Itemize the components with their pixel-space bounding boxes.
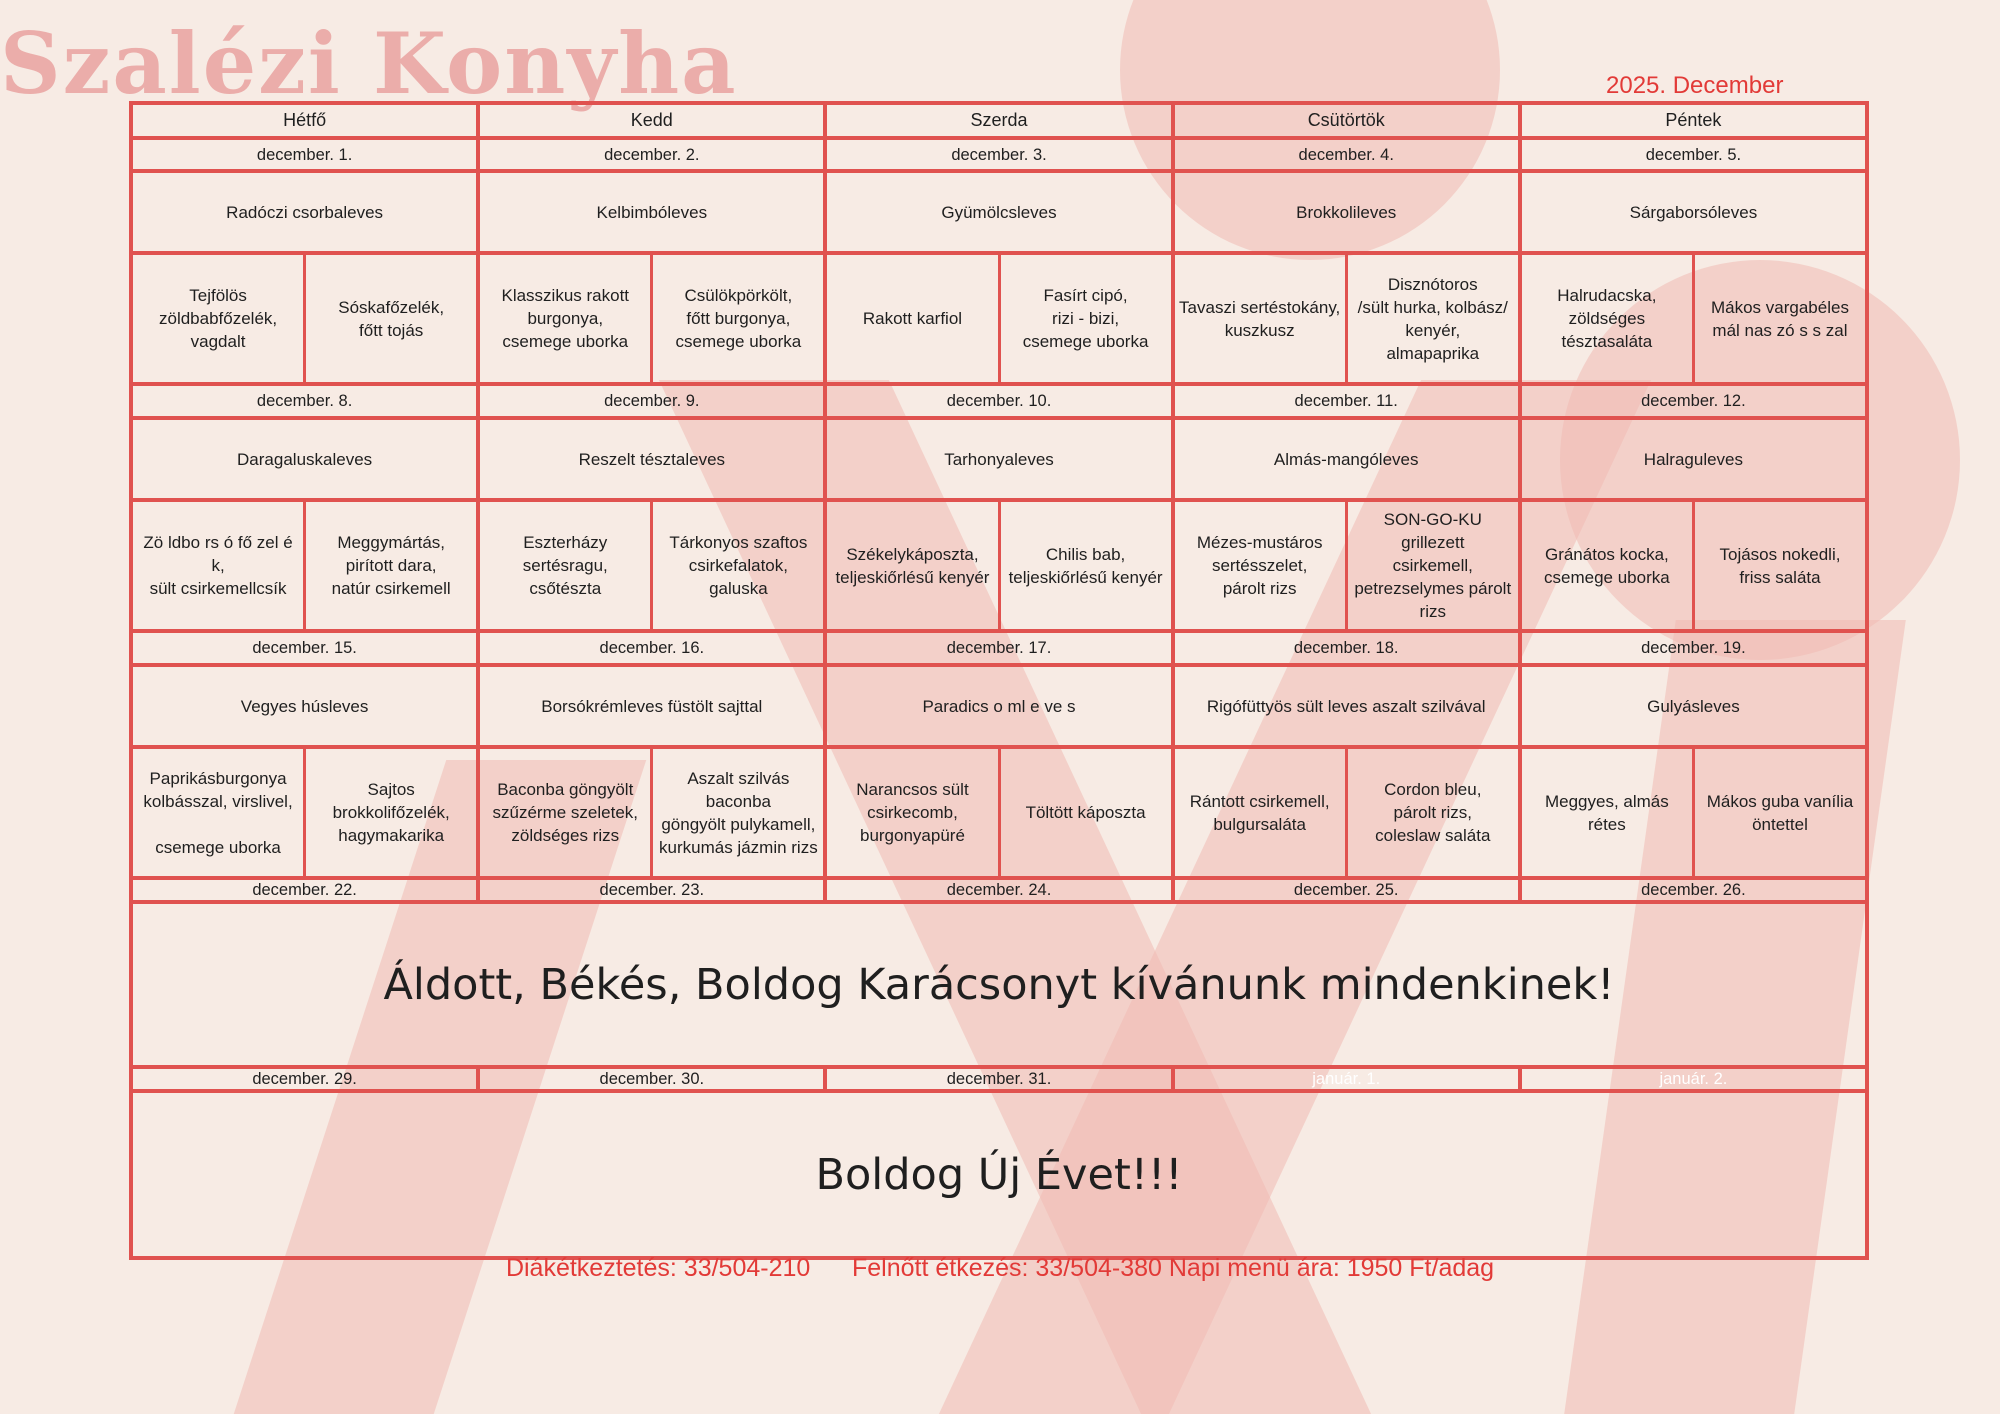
day-mains <box>1522 255 1865 382</box>
soup-cell: Reszelt tésztaleves <box>480 420 827 498</box>
main-course-b: Sajtos brokkolifőzelék, hagymakarika <box>332 780 450 845</box>
date-cell: december. 11. <box>1175 386 1522 416</box>
day-mains <box>827 749 1174 876</box>
main-course-a: Halrudacska, zöldséges tésztasaláta <box>1522 255 1695 382</box>
date-cell: december. 16. <box>480 633 827 663</box>
date-cell: december. 31. <box>827 1069 1174 1089</box>
main-course-a: Tavaszi sertéstokány, kuszkusz <box>1175 255 1348 382</box>
main-course-b: Meggymártás, pirított dara, natúr csirkemell <box>331 533 451 598</box>
main-course-a: Mézes-mustáros sertésszelet, párolt rizs <box>1175 502 1348 629</box>
menu-grid <box>129 101 1869 1260</box>
main-course-b: Csülökpörkölt, főtt burgonya, csemege uborka <box>675 286 802 351</box>
soup-cell: Brokkolileves <box>1175 173 1522 251</box>
main-course-a: Meggyes, almás rétes <box>1522 749 1695 876</box>
day-mains <box>480 255 827 382</box>
soup-row <box>133 667 1865 749</box>
date-cell: január. 1. <box>1175 1069 1522 1089</box>
brand-logo: Szalézi Konyha <box>0 14 738 113</box>
main-course-a: Baconba göngyölt szűzérme szeletek, zöldséges rizs <box>480 749 653 876</box>
christmas-message: Áldott, Békés, Boldog Karácsonyt kívánunk mindenkinek! <box>133 904 1865 1069</box>
main-course-b: Sóskafőzelék, főtt tojás <box>338 297 445 340</box>
soup-cell: Halraguleves <box>1643 449 1744 469</box>
main-course-row <box>133 749 1865 880</box>
main-course-row <box>133 502 1865 633</box>
date-cell: december. 12. <box>1641 392 1746 410</box>
soup-cell: Sárgaborsóleves <box>1629 202 1758 222</box>
main-course-b: Fasírt cipó, rizi - bizi, csemege uborka <box>1022 286 1149 351</box>
weekday-header <box>133 105 1865 140</box>
date-cell: december. 18. <box>1175 633 1522 663</box>
main-course-b: Mákos guba vanília öntettel <box>1706 791 1854 834</box>
main-course-b: Chilis bab, teljeskiőrlésű kenyér <box>1008 544 1163 587</box>
main-course-b: Disznótoros /sült hurka, kolbász/ kenyér, almapaprika <box>1357 274 1508 363</box>
soup-row <box>133 420 1865 502</box>
date-cell: december. 29. <box>133 1069 480 1089</box>
date-cell: december. 24. <box>827 880 1174 900</box>
date-cell: december. 10. <box>827 386 1174 416</box>
date-cell: december. 4. <box>1175 140 1522 169</box>
new-year-message: Boldog Új Évet!!! <box>815 1149 1183 1200</box>
date-row <box>133 1069 1865 1093</box>
student-contact: Diákétkeztetés: 33/504-210 <box>505 1254 811 1282</box>
weekday-label: Hétfő <box>133 105 480 136</box>
day-mains <box>827 255 1174 382</box>
day-mains <box>1175 749 1522 876</box>
main-course-a: Klasszikus rakott burgonya, csemege uborka <box>480 255 653 382</box>
date-row <box>133 386 1865 420</box>
main-course-a: Rántott csirkemell, bulgursaláta <box>1175 749 1348 876</box>
date-cell: december. 22. <box>133 880 480 900</box>
date-row <box>133 880 1865 904</box>
date-cell: december. 23. <box>480 880 827 900</box>
date-cell: január. 2. <box>1659 1070 1728 1088</box>
day-mains <box>1175 255 1522 382</box>
soup-cell: Radóczi csorbaleves <box>133 173 480 251</box>
main-course-a: Tejfölös zöldbabfőzelék, vagdalt <box>133 255 306 382</box>
soup-cell: Gyümölcsleves <box>827 173 1174 251</box>
main-course-b: Töltött káposzta <box>1025 803 1146 822</box>
main-course-a: Zö ldbo rs ó fő zel é k, sült csirkemellcsík <box>133 502 306 629</box>
main-course-a: Székelykáposzta, teljeskiőrlésű kenyér <box>827 502 1000 629</box>
date-cell: december. 8. <box>133 386 480 416</box>
day-mains <box>1175 502 1522 629</box>
main-course-a: Narancsos sült csirkecomb, burgonyapüré <box>827 749 1000 876</box>
date-cell: december. 3. <box>827 140 1174 169</box>
soup-cell: Daragaluskaleves <box>133 420 480 498</box>
date-cell: december. 5. <box>1645 145 1742 164</box>
date-cell: december. 1. <box>133 140 480 169</box>
adult-contact: Felnőtt étkezés: 33/504-380 Napi menü ára: 1950 Ft/adag <box>851 1254 1495 1282</box>
date-row <box>133 633 1865 667</box>
weekday-label: Kedd <box>480 105 827 136</box>
soup-cell: Rigófüttyös sült leves aszalt szilvával <box>1175 667 1522 745</box>
main-course-b: SON-GO-KU grillezett csirkemell, petrezselymes párolt rizs <box>1354 510 1512 621</box>
main-course-b: Cordon bleu, párolt rizs, coleslaw saláta <box>1375 780 1491 845</box>
soup-cell: Vegyes húsleves <box>133 667 480 745</box>
contact-footer <box>0 1254 2000 1283</box>
date-cell: december. 30. <box>480 1069 827 1089</box>
date-cell: december. 2. <box>480 140 827 169</box>
main-course-b: Tárkonyos szaftos csirkefalatok, galuska <box>669 533 808 598</box>
day-mains <box>480 749 827 876</box>
day-mains <box>480 502 827 629</box>
soup-cell: Kelbimbóleves <box>480 173 827 251</box>
day-mains <box>1522 502 1865 629</box>
date-cell: december. 19. <box>1641 639 1746 657</box>
soup-cell: Tarhonyaleves <box>827 420 1174 498</box>
main-course-b: Aszalt szilvás baconba göngyölt pulykamell, kurkumás jázmin rizs <box>659 768 818 857</box>
date-cell: december. 25. <box>1175 880 1522 900</box>
main-course-a: Eszterházy sertésragu, csőtészta <box>480 502 653 629</box>
day-mains <box>133 255 480 382</box>
date-cell: december. 17. <box>827 633 1174 663</box>
soup-cell: Paradics o ml e ve s <box>827 667 1174 745</box>
weekday-label: Péntek <box>1665 110 1722 130</box>
date-cell: december. 9. <box>480 386 827 416</box>
day-mains <box>1522 749 1865 876</box>
month-label: 2025. December <box>1606 72 1784 99</box>
main-course-b: Mákos vargabéles mál nas zó s s zal <box>1710 297 1849 340</box>
soup-cell: Gulyásleves <box>1647 696 1740 716</box>
main-course-a: Paprikásburgonya kolbásszal, virslivel, csemege uborka <box>133 749 306 876</box>
main-course-a: Rakott karfiol <box>827 255 1000 382</box>
soup-row <box>133 173 1865 255</box>
date-cell: december. 26. <box>1641 881 1746 899</box>
day-mains <box>133 749 480 876</box>
date-cell: december. 15. <box>133 633 480 663</box>
main-course-a: Gránátos kocka, csemege uborka <box>1522 502 1695 629</box>
main-course-b: Tojásos nokedli, friss saláta <box>1719 544 1841 587</box>
day-mains <box>827 502 1174 629</box>
weekday-label: Szerda <box>827 105 1174 136</box>
soup-cell: Borsókrémleves füstölt sajttal <box>480 667 827 745</box>
day-mains <box>133 502 480 629</box>
soup-cell: Almás-mangóleves <box>1175 420 1522 498</box>
weekday-label: Csütörtök <box>1175 105 1522 136</box>
main-course-row <box>133 255 1865 386</box>
date-row <box>133 140 1865 173</box>
